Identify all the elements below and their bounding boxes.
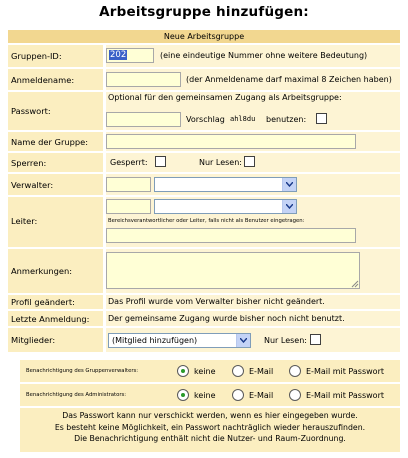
page-title: Arbeitsgruppe hinzufügen:	[99, 4, 309, 20]
leiter-label: Leiter:	[11, 216, 38, 226]
verwalter-select[interactable]	[154, 177, 297, 192]
passwort-input[interactable]	[106, 112, 181, 127]
mitglieder-select-value: (Mitglied hinzufügen)	[112, 336, 198, 345]
profil-label: Profil geändert:	[11, 297, 75, 307]
row-anmerkungen	[8, 249, 400, 293]
notify-gruppenverwalter-label: Benachrichtigung des Gruppenverwalters:	[26, 368, 139, 374]
note-line: Die Benachrichtigung enthält nicht die Nutzer- und Raum-Zuordnung.	[74, 434, 346, 443]
note-line: Es besteht keine Möglichkeit, ein Passwort nachträglich wieder herauszufinden.	[54, 422, 366, 432]
mitglieder-nur-lesen-checkbox[interactable]	[310, 334, 321, 345]
gesperrt-label: Gesperrt:	[110, 158, 148, 167]
chevron-down-icon	[236, 334, 250, 347]
notify-row-gruppenverwalter	[20, 360, 400, 382]
row-leiter	[8, 197, 400, 247]
row-verwalter	[8, 174, 400, 195]
gruppen-id-input[interactable]	[106, 48, 154, 63]
row-anmeldename	[8, 69, 400, 90]
row-passwort	[8, 92, 400, 130]
radio-gruppenverwalter-email-passwort[interactable]	[289, 365, 301, 377]
letzte-anmeldung-label: Letzte Anmeldung:	[11, 314, 90, 324]
resize-handle-icon[interactable]	[351, 280, 359, 288]
radio-label: E-Mail	[249, 367, 274, 376]
radio-label: E-Mail mit Passwort	[306, 367, 384, 376]
anmeldename-hint: (der Anmeldename darf maximal 8 Zeichen haben)	[186, 75, 392, 84]
verwalter-input[interactable]	[106, 177, 151, 192]
sperren-nur-lesen-label: Nur Lesen:	[199, 158, 242, 167]
row-mitglieder	[8, 328, 400, 352]
gruppen-id-value: 202	[110, 50, 127, 60]
profil-text: Das Profil wurde vom Verwalter bisher nicht geändert.	[108, 297, 325, 306]
anmeldename-label: Anmeldename:	[11, 75, 75, 85]
name-input[interactable]	[106, 134, 356, 149]
row-letzte-anmeldung	[8, 311, 400, 326]
mitglieder-nur-lesen-label: Nur Lesen:	[264, 336, 307, 345]
row-gruppen-id	[8, 45, 400, 67]
row-sperren	[8, 153, 400, 172]
passwort-optional-text: Optional für den gemeinsamen Zugang als Arbeitsgruppe:	[108, 93, 342, 102]
gruppen-id-hint: (eine eindeutige Nummer ohne weitere Bedeutung)	[160, 51, 368, 60]
leiter-extra-input[interactable]	[106, 228, 356, 243]
benutzen-label: benutzen:	[266, 115, 307, 124]
radio-administrator-email[interactable]	[232, 389, 244, 401]
radio-gruppenverwalter-email[interactable]	[232, 365, 244, 377]
vorschlag-value: ahl8du	[230, 115, 256, 123]
verwalter-label: Verwalter:	[11, 180, 54, 190]
radio-label: keine	[194, 391, 216, 400]
radio-gruppenverwalter-keine[interactable]	[177, 365, 189, 377]
vorschlag-label: Vorschlag	[186, 115, 225, 124]
anmerkungen-label: Anmerkungen:	[11, 266, 73, 276]
radio-administrator-email-passwort[interactable]	[289, 389, 301, 401]
gruppen-id-label: Gruppen-ID:	[11, 51, 62, 61]
mitglieder-label: Mitglieder:	[11, 335, 56, 345]
notify-administrator-label: Benachrichtigung des Administrators:	[26, 392, 127, 398]
anmerkungen-textarea[interactable]	[106, 252, 360, 289]
vorschlag-benutzen-checkbox[interactable]	[316, 113, 327, 124]
anmeldename-input[interactable]	[106, 72, 181, 87]
gesperrt-checkbox[interactable]	[155, 156, 166, 167]
radio-label: E-Mail	[249, 391, 274, 400]
name-label: Name der Gruppe:	[11, 137, 89, 147]
password-note	[20, 408, 400, 452]
row-name	[8, 132, 400, 151]
note-line: Das Passwort kann nur verschickt werden, wenn es hier eingegeben wurde.	[62, 411, 358, 420]
notify-row-administrator	[20, 384, 400, 406]
passwort-label: Passwort:	[11, 106, 51, 116]
radio-label: keine	[194, 367, 216, 376]
letzte-anmeldung-text: Der gemeinsame Zugang wurde bisher noch nicht benutzt.	[108, 314, 345, 323]
radio-administrator-keine[interactable]	[177, 389, 189, 401]
radio-label: E-Mail mit Passwort	[306, 391, 384, 400]
add-workgroup-form	[8, 30, 400, 458]
leiter-hint: Bereichsverantwortlicher oder Leiter, falls nicht als Benutzer eingetragen:	[108, 218, 305, 224]
chevron-down-icon	[282, 200, 296, 213]
chevron-down-icon	[282, 178, 296, 191]
mitglieder-select[interactable]	[108, 333, 251, 348]
row-profil	[8, 295, 400, 309]
sperren-nur-lesen-checkbox[interactable]	[244, 156, 255, 167]
form-header: Neue Arbeitsgruppe	[8, 30, 400, 43]
sperren-label: Sperren:	[11, 158, 47, 168]
leiter-select[interactable]	[154, 199, 297, 214]
leiter-input[interactable]	[106, 199, 151, 214]
